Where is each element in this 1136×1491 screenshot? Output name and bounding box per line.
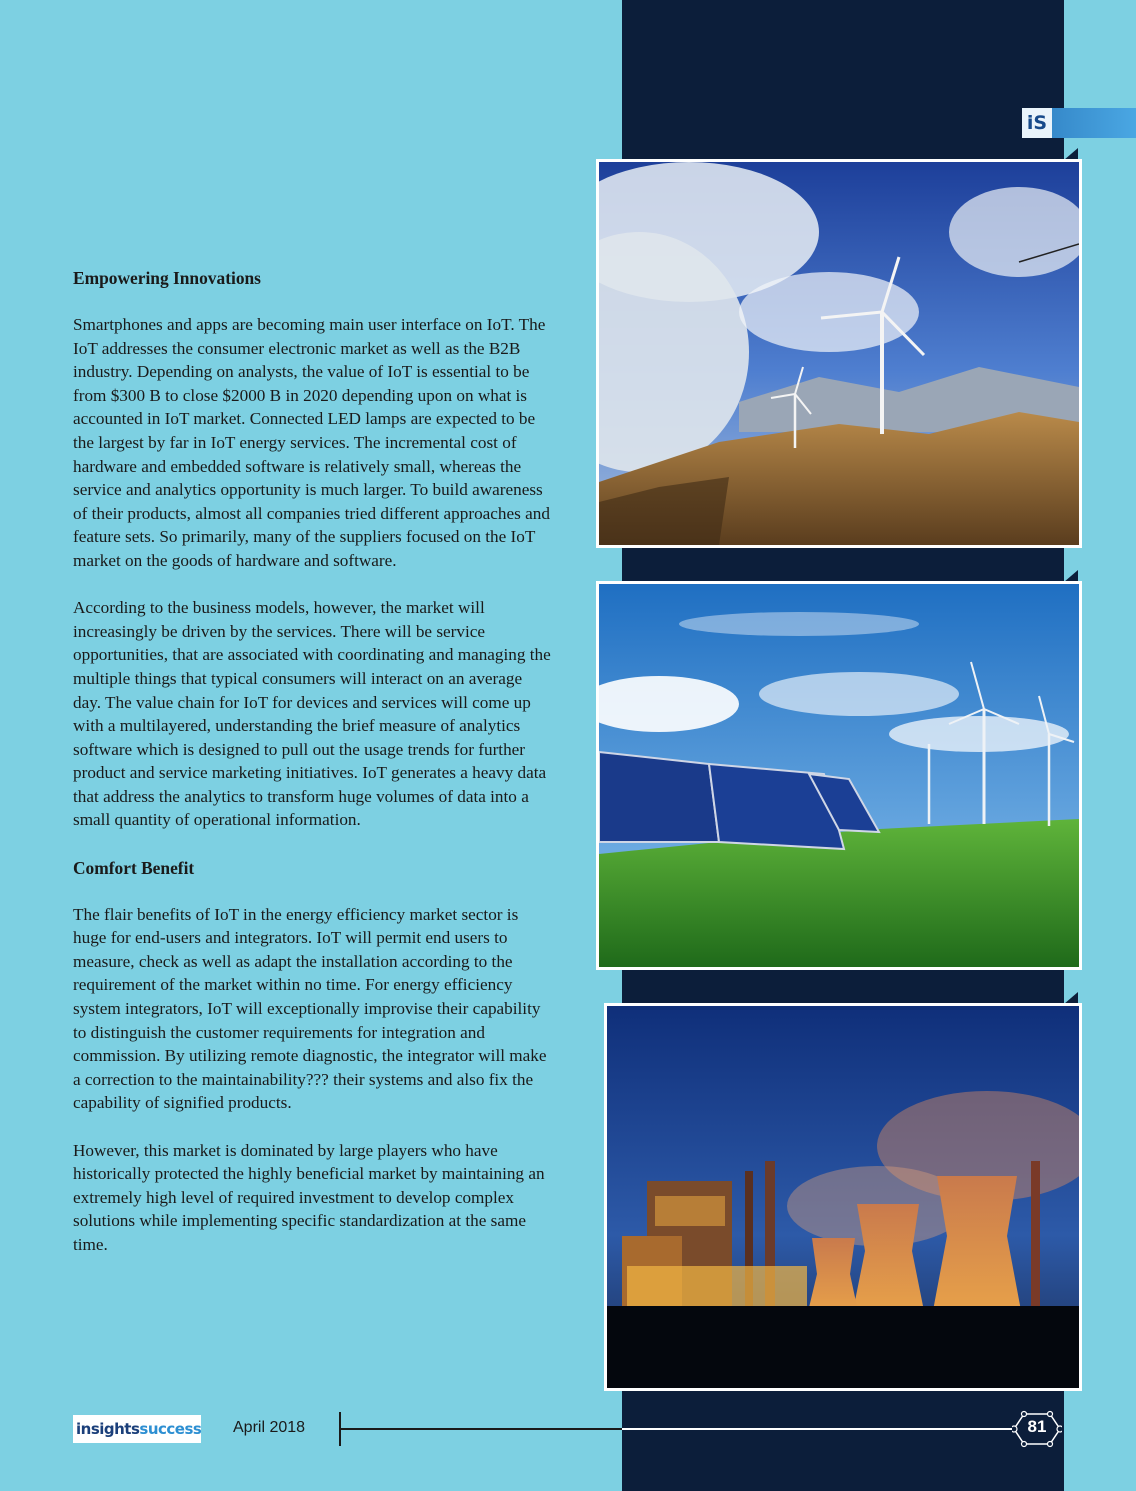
power-plant-photo	[604, 1003, 1082, 1391]
brand-mark-text: iS	[1026, 112, 1048, 134]
footer-rule-light	[622, 1428, 1012, 1430]
page-number-badge	[1012, 1410, 1062, 1448]
logo-part-insights: insights	[76, 1420, 140, 1438]
section-heading-comfort-benefit: Comfort Benefit	[73, 857, 195, 878]
brand-logo-icon	[1022, 108, 1052, 138]
section-heading-empowering-innovations: Empowering Innovations	[73, 268, 261, 288]
article-paragraph: However, this market is dominated by large players who have historically protected the highly beneficial market by maintaining an extremely high level of required investment to develop complex solutions while implementing specific standardization at the same time.	[73, 1140, 545, 1254]
page-number: 81	[1027, 1417, 1047, 1436]
article-body	[73, 266, 553, 1280]
article-paragraph: Smartphones and apps are becoming main user interface on IoT. The IoT addresses the consumer electronic market as well as the B2B industry. Depending on analysts, the value of IoT is essential to be from $300 B to close $2000 B in 2020 depending upon on what is accounted in IoT market. Connected LED lamps are expected to be the largest by far in IoT energy services. The incremental cost of hardware and embedded software is relatively small, whereas the service and analytics opportunity is much larger. To build awareness of their products, almost all companies tried different approaches and feature sets. So primarily, many of the suppliers focused on the IoT market on the goods of hardware and software.	[73, 315, 550, 570]
insights-success-logo	[73, 1415, 201, 1443]
article-paragraph: According to the business models, however, the market will increasingly be driven by the services. There will be service opportunities, that are associated with coordinating and managing the multiple things that typical consumers will interact on an average day. The value chain for IoT for devices and services will come up with a multilayered, understanding the brief measure of analytics software which is designed to pull out the usage trends for further product and service marketing initiatives. IoT generates a heavy data that address the analytics to transform huge volumes of data into a small quantity of operational information.	[73, 598, 551, 830]
wind-turbine-mountain-photo	[596, 159, 1082, 548]
solar-wind-field-photo	[596, 581, 1082, 970]
article-paragraph: The flair benefits of IoT in the energy efficiency market sector is huge for end-users and integrators. IoT will permit end users to measure, check as well as adapt the installation according to the requirement of the market within no time. For energy efficiency system integrators, IoT will exceptionally improvise their capability to distinguish the customer requirements for integration and commission. By utilizing remote diagnostic, the integrator will make a correction to the maintainability??? their systems and also fix the capability of signified products.	[73, 904, 547, 1113]
logo-part-success: success	[139, 1420, 202, 1438]
issue-date: April 2018	[233, 1419, 306, 1436]
